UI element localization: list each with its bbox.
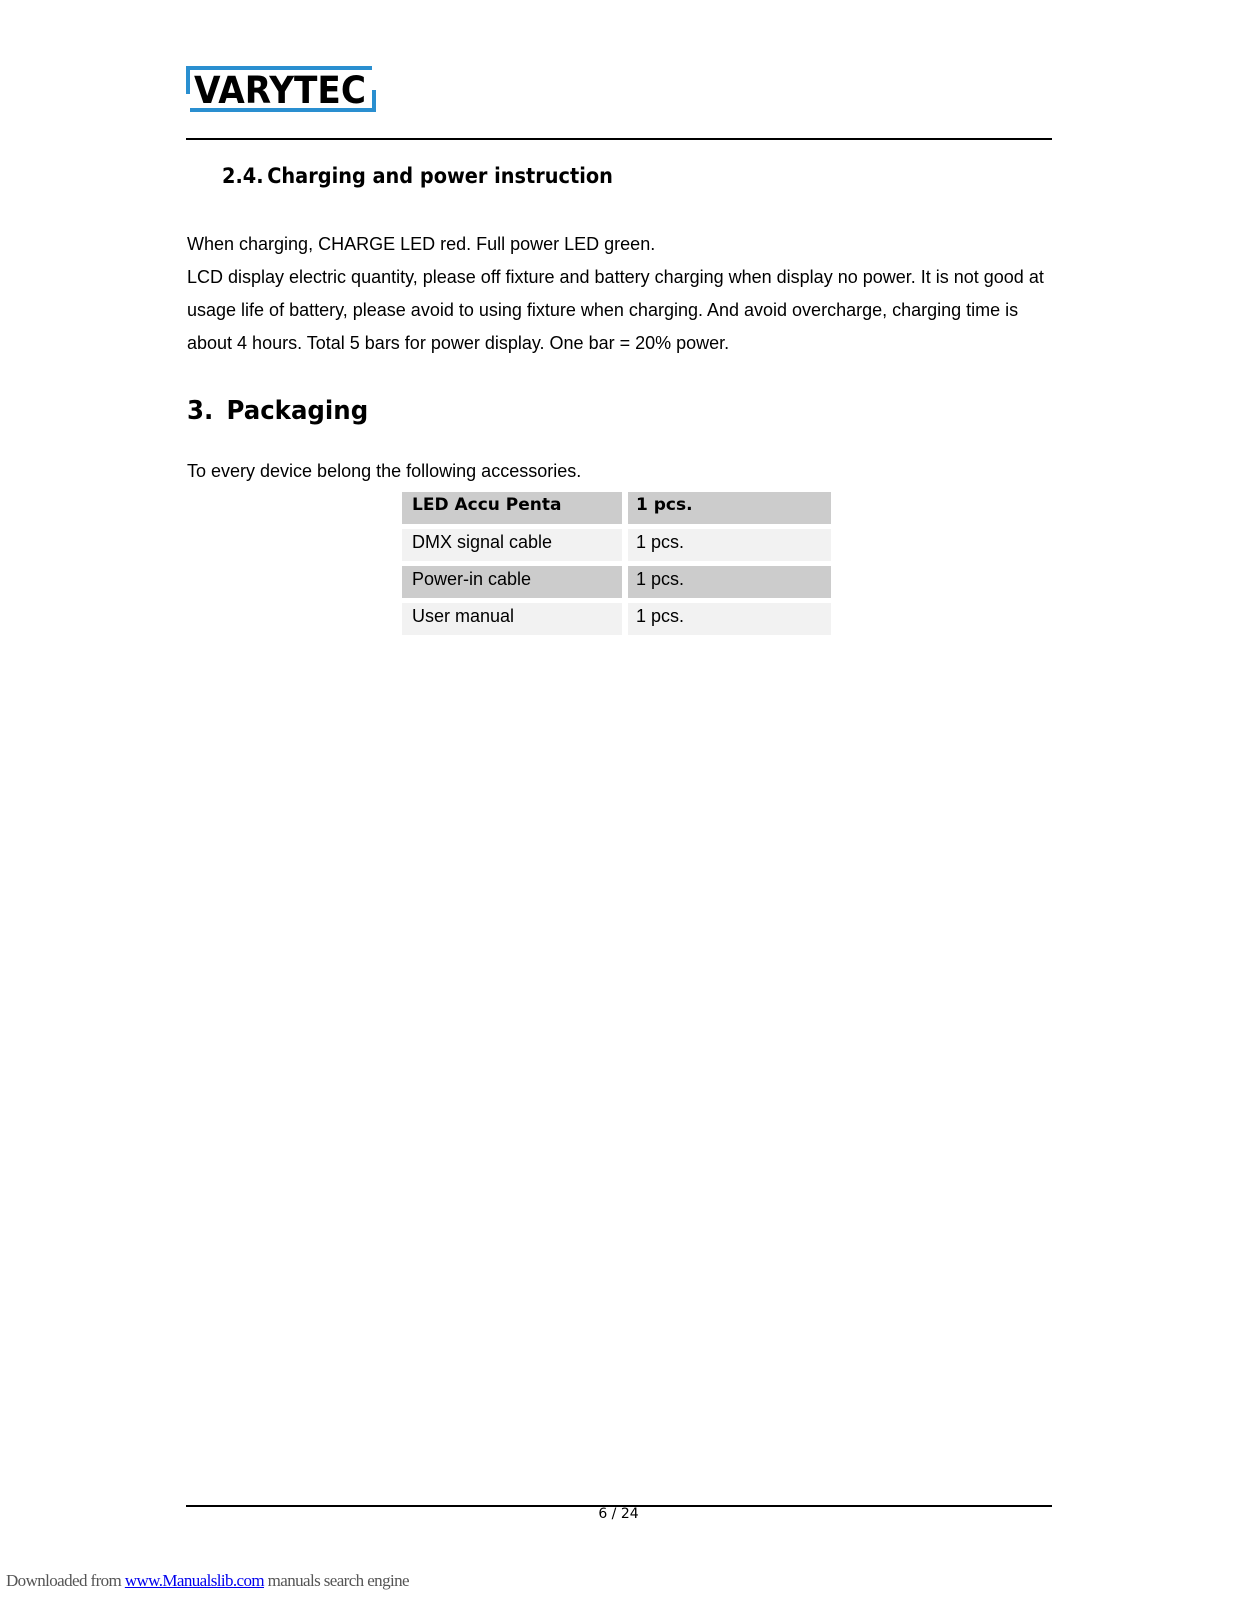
logo-accent-right (372, 90, 376, 112)
table-row (402, 492, 831, 524)
section-number: 3. (187, 396, 214, 426)
table-row (402, 566, 831, 598)
footer-suffix: manuals search engine (264, 1571, 409, 1590)
section-title: Charging and power instruction (267, 164, 613, 188)
charging-instructions (187, 228, 1047, 360)
paragraph: LCD display electric quantity, please off fixture and battery charging when display no power. It is not good at usage life of battery, please avoid to using fixture when charging. And avoid overcharge, charging time is about 4 hours. Total 5 bars for power display. One bar = 20% power. (187, 267, 1044, 353)
logo-wordmark: VARYTEC (194, 69, 366, 112)
table-cell-qty: 1 pcs. (628, 603, 831, 635)
table-cell-qty: 1 pcs. (628, 566, 831, 598)
table-cell-item: LED Accu Penta (402, 492, 622, 524)
packaging-intro: To every device belong the following accessories. (187, 461, 582, 481)
section-heading-2-4 (222, 164, 613, 188)
table-cell-item: Power-in cable (402, 566, 622, 598)
table-row (402, 603, 831, 635)
logo-accent-left (186, 68, 190, 94)
paragraph: When charging, CHARGE LED red. Full power LED green. (187, 234, 656, 254)
table-cell-item: User manual (402, 603, 622, 635)
download-footer (6, 1571, 409, 1591)
footer-prefix: Downloaded from (6, 1571, 125, 1590)
section-title: Packaging (226, 396, 369, 426)
section-heading-3 (187, 396, 368, 426)
table-cell-item: DMX signal cable (402, 529, 622, 561)
table-row (402, 529, 831, 561)
manualslib-link[interactable]: www.Manualslib.com (124, 1571, 265, 1590)
section-number: 2.4. (222, 164, 264, 188)
varytec-logo (186, 64, 378, 116)
header-rule (186, 138, 1052, 140)
table-cell-qty: 1 pcs. (628, 529, 831, 561)
accessories-table (396, 487, 837, 640)
page-number: 6 / 24 (598, 1506, 639, 1522)
table-cell-qty: 1 pcs. (628, 492, 831, 524)
